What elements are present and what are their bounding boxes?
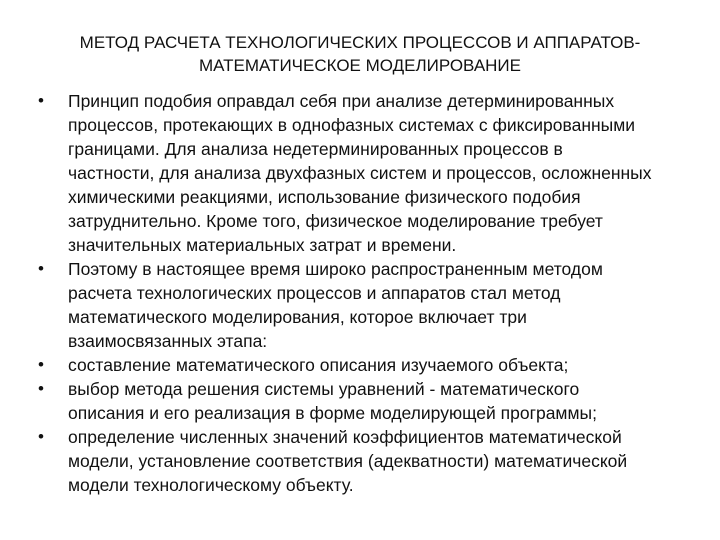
bullet-line: составление математического описания изучаемого объекта; bbox=[68, 355, 569, 375]
slide-title bbox=[40, 31, 680, 77]
bullet-item bbox=[38, 257, 698, 353]
bullet-item bbox=[38, 353, 698, 377]
bullet-dot: • bbox=[38, 355, 44, 374]
bullet-line: Поэтому в настоящее время широко распространенным методом bbox=[68, 259, 603, 279]
bullet-dot: • bbox=[38, 259, 44, 278]
bullet-list bbox=[38, 89, 698, 497]
bullet-dot: • bbox=[38, 379, 44, 398]
bullet-line: описания и его реализация в форме моделирующей программы; bbox=[68, 403, 597, 423]
bullet-line: определение численных значений коэффициентов математической bbox=[68, 427, 622, 447]
bullet-line: процессов, протекающих в однофазных системах с фиксированными bbox=[68, 115, 636, 135]
bullet-line: химическими реакциями, использование физического подобия bbox=[68, 187, 581, 207]
bullet-line: частности, для анализа двухфазных систем и процессов, осложненных bbox=[68, 163, 652, 183]
bullet-line: математического моделирования, которое включает три bbox=[68, 307, 527, 327]
bullet-line: затруднительно. Кроме того, физическое моделирование требует bbox=[68, 211, 603, 231]
bullet-item bbox=[38, 377, 698, 425]
bullet-dot: • bbox=[38, 91, 44, 110]
bullet-line: Принцип подобия оправдал себя при анализе детерминированных bbox=[68, 91, 615, 111]
bullet-line: модели технологическому объекту. bbox=[68, 475, 354, 495]
bullet-dot: • bbox=[38, 427, 44, 446]
bullet-line: выбор метода решения системы уравнений - математического bbox=[68, 379, 580, 399]
bullet-item bbox=[38, 425, 698, 497]
bullet-line: модели, установление соответствия (адекватности) математической bbox=[68, 451, 628, 471]
bullet-line: расчета технологических процессов и аппаратов стал метод bbox=[68, 283, 561, 303]
bullet-line: значительных материальных затрат и времени. bbox=[68, 235, 457, 255]
bullet-line: взаимосвязанных этапа: bbox=[68, 331, 268, 351]
slide-title-line-2: МАТЕМАТИЧЕСКОЕ МОДЕЛИРОВАНИЕ bbox=[199, 56, 521, 75]
bullet-item bbox=[38, 89, 698, 257]
slide-title-line-1: МЕТОД РАСЧЕТА ТЕХНОЛОГИЧЕСКИХ ПРОЦЕССОВ И АППАРАТОВ- bbox=[79, 33, 641, 52]
bullet-line: границами. Для анализа недетерминированных процессов в bbox=[68, 139, 563, 159]
